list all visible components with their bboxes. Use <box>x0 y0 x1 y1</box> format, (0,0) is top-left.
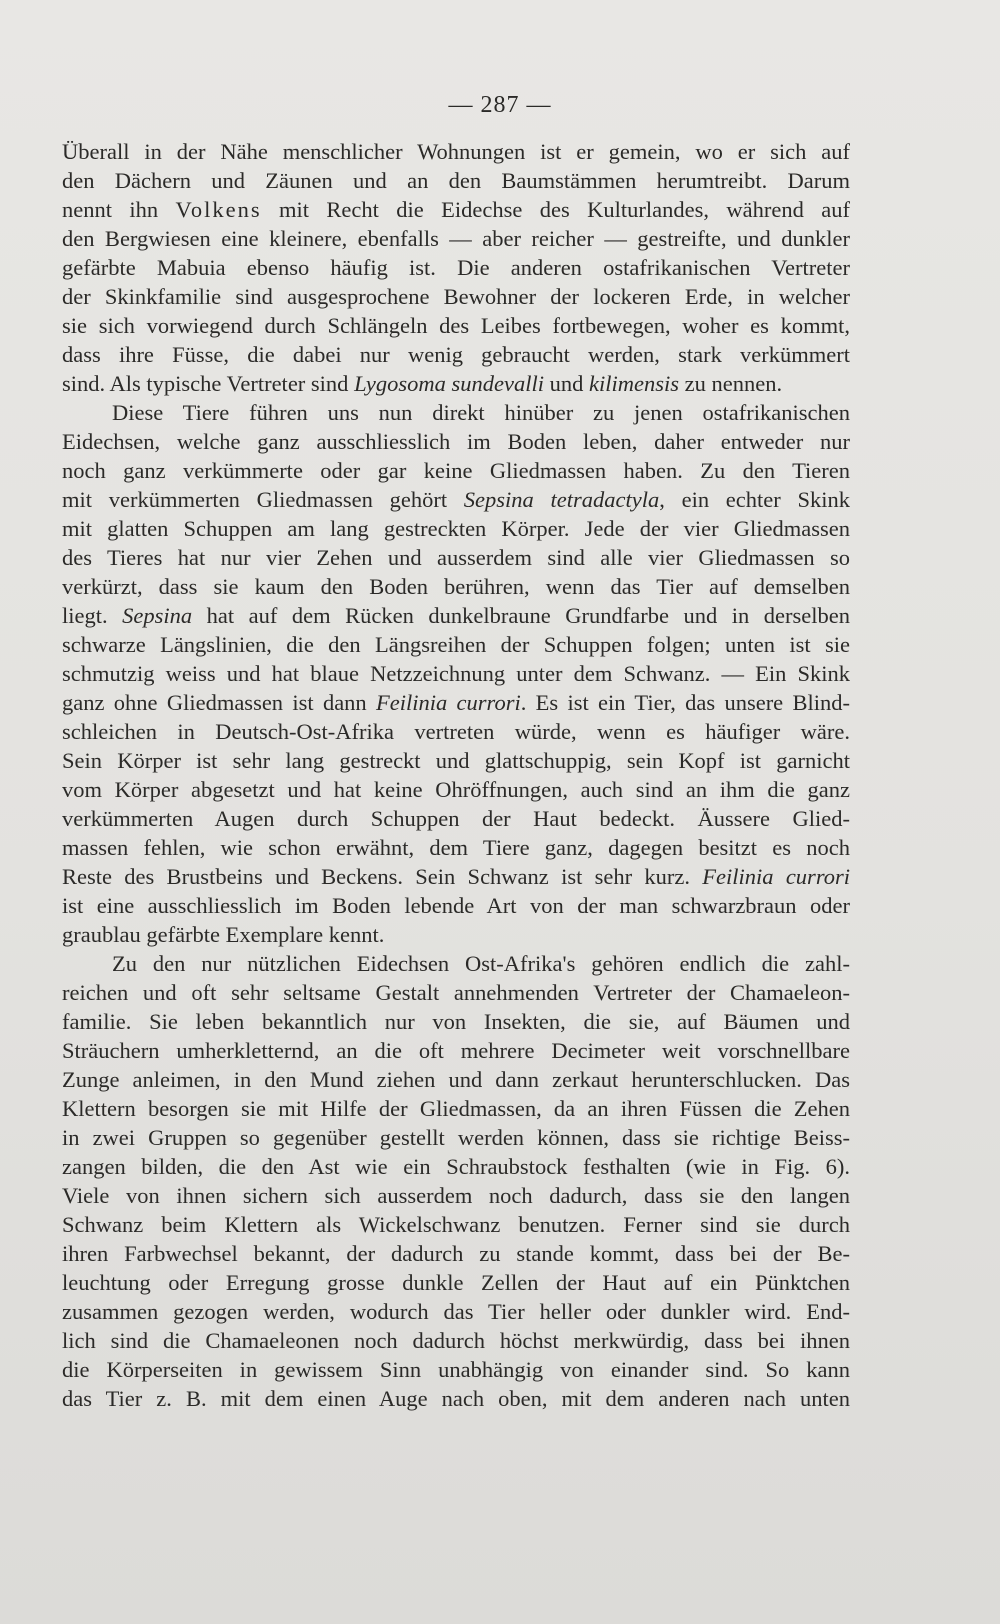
species-name: Lygosoma sundevalli <box>354 371 545 396</box>
line-text: Eidechsen, welche ganz ausschliesslich im Boden leben, daher entweder nur <box>62 429 850 454</box>
text-line <box>62 543 850 572</box>
line-text: in zwei Gruppen so gegenüber gestellt werden können, dass sie richtige Beiss- <box>62 1125 850 1150</box>
line-text: das Tier z. B. mit dem einen Auge nach oben, mit dem anderen nach unten <box>62 1386 850 1411</box>
line-text: den Bergwiesen eine kleinere, ebenfalls — aber reicher — gestreifte, und dunkler <box>62 226 850 251</box>
line-text: zusammen gezogen werden, wodurch das Tier heller oder dunkler wird. End- <box>62 1299 850 1324</box>
line-text: gefärbte Mabuia ebenso häufig ist. Die anderen ostafrikanischen Vertreter <box>62 255 850 280</box>
text-line <box>62 862 850 891</box>
text-line <box>62 688 850 717</box>
text-line <box>62 514 850 543</box>
text-line <box>62 804 850 833</box>
line-text: schmutzig weiss und hat blaue Netzzeichnung unter dem Schwanz. — Ein Skink <box>62 661 850 686</box>
text-line <box>62 1297 850 1326</box>
text-line <box>62 1210 850 1239</box>
text-line <box>62 949 850 978</box>
line-text: nennt ihn <box>62 197 176 222</box>
line-text: graublau gefärbte Exemplare kennt. <box>62 922 385 947</box>
text-line <box>62 1181 850 1210</box>
line-text: des Tieres hat nur vier Zehen und ausserdem sind alle vier Gliedmassen so <box>62 545 850 570</box>
line-text: mit Recht die Eidechse des Kulturlandes, während auf <box>261 197 850 222</box>
line-text: zangen bilden, die den Ast wie ein Schraubstock festhalten (wie in Fig. 6). <box>62 1154 850 1179</box>
line-text: ihren Farbwechsel bekannt, der dadurch zu stande kommt, dass bei der Be- <box>62 1241 850 1266</box>
page-number: — 287 — <box>448 92 552 118</box>
line-text: Viele von ihnen sichern sich ausserdem noch dadurch, dass sie den langen <box>62 1183 850 1208</box>
species-name: kilimensis <box>589 371 680 396</box>
text-line <box>62 659 850 688</box>
text-line <box>62 311 850 340</box>
line-text: , ein echter Skink <box>659 487 850 512</box>
text-line <box>62 1036 850 1065</box>
line-text: vom Körper abgesetzt und hat keine Ohröffnungen, auch sind an ihm die ganz <box>62 777 850 802</box>
text-line <box>62 253 850 282</box>
text-line <box>62 1239 850 1268</box>
line-text: verkürzt, dass sie kaum den Boden berühren, wenn das Tier auf demselben <box>62 574 850 599</box>
line-text: leuchtung oder Erregung grosse dunkle Zellen der Haut auf ein Pünktchen <box>62 1270 850 1295</box>
text-line <box>62 427 850 456</box>
line-text: den Dächern und Zäunen und an den Baumstämmen herumtreibt. Darum <box>62 168 850 193</box>
line-text: ist eine ausschliesslich im Boden lebende Art von der man schwarzbraun oder <box>62 893 850 918</box>
text-line <box>62 485 850 514</box>
line-text: zu nennen. <box>679 371 783 396</box>
body-text <box>62 137 850 1413</box>
text-line <box>62 340 850 369</box>
text-line <box>62 1123 850 1152</box>
line-text: Diese Tiere führen uns nun direkt hinüber zu jenen ostafrikanischen <box>112 400 850 425</box>
text-line <box>62 572 850 601</box>
text-line <box>62 224 850 253</box>
text-line <box>62 1326 850 1355</box>
line-text: noch ganz verkümmerte oder gar keine Gliedmassen haben. Zu den Tieren <box>62 458 850 483</box>
line-text: reichen und oft sehr seltsame Gestalt annehmenden Vertreter der Chamaeleon- <box>62 980 850 1005</box>
species-name: Feilinia currori <box>376 690 521 715</box>
line-text: Zunge anleimen, in den Mund ziehen und dann zerkaut herunterschlucken. Das <box>62 1067 850 1092</box>
line-text: massen fehlen, wie schon erwähnt, dem Tiere ganz, dagegen besitzt es noch <box>62 835 850 860</box>
line-text: mit glatten Schuppen am lang gestreckten Körper. Jede der vier Gliedmassen <box>62 516 850 541</box>
line-text: familie. Sie leben bekanntlich nur von Insekten, die sie, auf Bäumen und <box>62 1009 850 1034</box>
text-line <box>62 978 850 1007</box>
line-text: hat auf dem Rücken dunkelbraune Grundfarbe und in derselben <box>192 603 850 628</box>
text-line <box>62 456 850 485</box>
text-line <box>62 630 850 659</box>
line-text: Sein Körper ist sehr lang gestreckt und glattschuppig, sein Kopf ist garnicht <box>62 748 850 773</box>
text-line <box>62 1384 850 1413</box>
text-line <box>62 1094 850 1123</box>
text-line <box>62 1152 850 1181</box>
line-text: und <box>544 371 590 396</box>
species-name: Sepsina <box>122 603 193 628</box>
line-text: der Skinkfamilie sind ausgesprochene Bewohner der lockeren Erde, in welcher <box>62 284 850 309</box>
text-line <box>62 775 850 804</box>
text-line <box>62 920 850 949</box>
text-line <box>62 398 850 427</box>
line-text: ganz ohne Gliedmassen ist dann <box>62 690 376 715</box>
text-line <box>62 1355 850 1384</box>
text-line <box>62 1007 850 1036</box>
line-text: Klettern besorgen sie mit Hilfe der Gliedmassen, da an ihren Füssen die Zehen <box>62 1096 850 1121</box>
line-text: lich sind die Chamaeleonen noch dadurch höchst merkwürdig, dass bei ihnen <box>62 1328 850 1353</box>
species-name: Feilinia currori <box>702 864 850 889</box>
text-line <box>62 746 850 775</box>
text-line <box>62 369 850 398</box>
line-text: liegt. <box>62 603 123 628</box>
author-name: Volkens <box>175 197 262 222</box>
text-line <box>62 1065 850 1094</box>
line-text: Sträuchern umherkletternd, an die oft mehrere Decimeter weit vorschnellbare <box>62 1038 850 1063</box>
text-line <box>62 166 850 195</box>
text-line <box>62 833 850 862</box>
text-line <box>62 891 850 920</box>
text-line <box>62 282 850 311</box>
text-line <box>62 1268 850 1297</box>
line-text: mit verkümmerten Gliedmassen gehört <box>62 487 464 512</box>
text-line <box>62 601 850 630</box>
line-text: schwarze Längslinien, die den Längsreihen der Schuppen folgen; unten ist sie <box>62 632 850 657</box>
line-text: Reste des Brustbeins und Beckens. Sein Schwanz ist sehr kurz. <box>62 864 703 889</box>
line-text: Überall in der Nähe menschlicher Wohnungen ist er gemein, wo er sich auf <box>62 139 850 164</box>
line-text: die Körperseiten in gewissem Sinn unabhängig von einander sind. So kann <box>62 1357 850 1382</box>
line-text: Schwanz beim Klettern als Wickelschwanz benutzen. Ferner sind sie durch <box>62 1212 850 1237</box>
line-text: sind. Als typische Vertreter sind <box>62 371 355 396</box>
line-text: . Es ist ein Tier, das unsere Blind- <box>520 690 850 715</box>
text-line <box>62 195 850 224</box>
line-text: verkümmerten Augen durch Schuppen der Haut bedeckt. Äussere Glied- <box>62 806 850 831</box>
line-text: schleichen in Deutsch-Ost-Afrika vertreten würde, wenn es häufiger wäre. <box>62 719 850 744</box>
text-line <box>62 137 850 166</box>
line-text: Zu den nur nützlichen Eidechsen Ost-Afrika's gehören endlich die zahl- <box>112 951 850 976</box>
text-line <box>62 717 850 746</box>
species-name: Sepsina tetradactyla <box>463 487 660 512</box>
line-text: sie sich vorwiegend durch Schlängeln des Leibes fortbewegen, woher es kommt, <box>62 313 850 338</box>
line-text: dass ihre Füsse, die dabei nur wenig gebraucht werden, stark verkümmert <box>62 342 850 367</box>
